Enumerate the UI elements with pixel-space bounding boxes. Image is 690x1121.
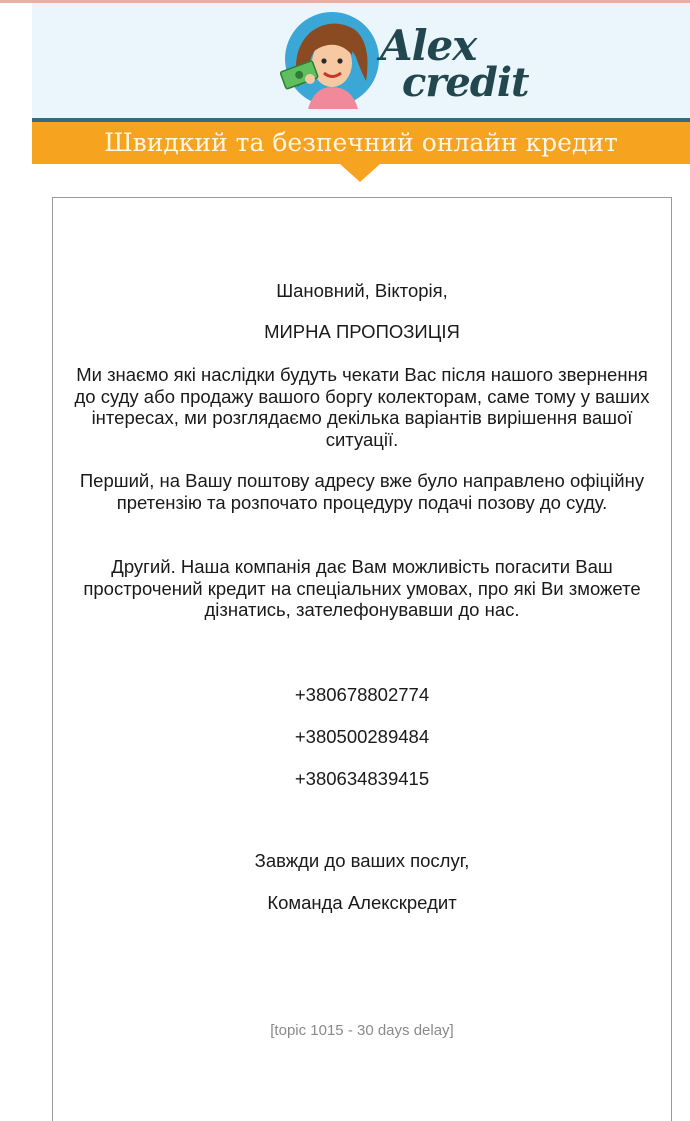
phone-link-3[interactable]: +380634839415 [294,768,430,789]
paragraph-second-option: Другий. Наша компанія дає Вам можливість погасити Ваш прострочений кредит на спеціальних умовах, про які Ви зможете дізнатись, зателефонувавши до нас. [83,556,641,620]
signature: Команда Алекскредит [267,892,457,913]
logo-wordmark [372,21,532,113]
tagline-bar [32,118,690,164]
alexcredit-logo[interactable] [272,9,532,115]
phone-link-1[interactable]: +380678802774 [294,684,430,705]
paragraph-first-option: Перший, на Вашу поштову адресу вже було направлено офіційну претензію та розпочато процедуру подачі позову до суду. [79,470,645,513]
logo-line-alex: Alex [380,21,477,70]
subject-heading: МИРНА ПРОПОЗИЦІЯ [264,321,460,342]
tagline-text: Швидкий та безпечний онлайн кредит [104,128,618,157]
logo-line-credit: credit [402,59,529,106]
phone-link-2[interactable]: +380500289484 [294,726,430,747]
greeting: Шановний, Вікторія, [276,280,448,301]
letter-body [52,197,672,1121]
header-banner [32,3,690,118]
tagline-arrow [340,164,380,182]
paragraph-consequences: Ми знаємо які наслідки будуть чекати Вас після нашого звернення до суду або продажу вашого боргу колекторам, саме тому у ваших інтересах, ми розглядаємо декілька варіантів вирішення вашої ситуації. [74,364,650,450]
topic-footnote: [topic 1015 - 30 days delay] [270,1022,454,1039]
closing-line: Завжди до ваших послуг, [254,850,470,871]
mascot-woman-with-money-icon [280,9,380,109]
